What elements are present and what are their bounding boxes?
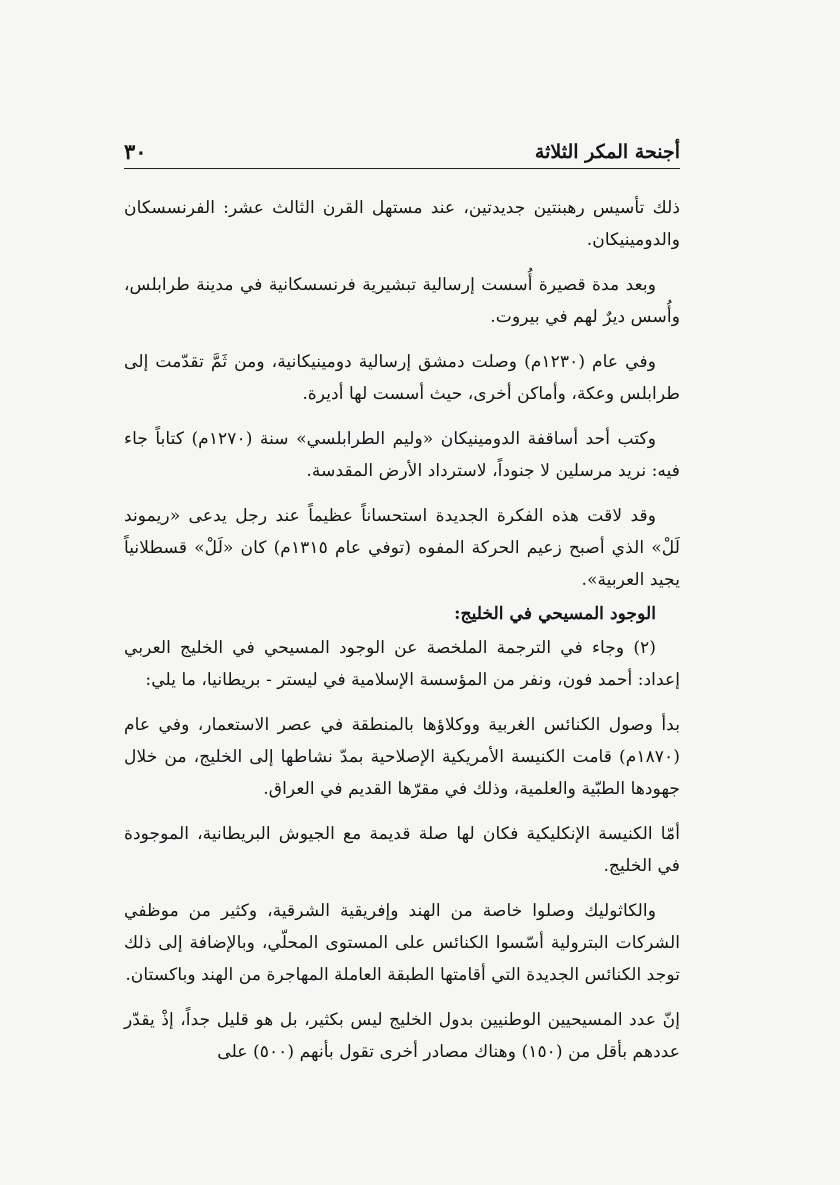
section-heading: الوجود المسيحي في الخليج: xyxy=(454,604,656,624)
quoted-paragraph: أمّا الكنيسة الإنكليكية فكان لها صلة قديمة مع الجيوش البريطانية، الموجودة في الخليج. xyxy=(124,824,680,876)
quoted-paragraph: بدأ وصول الكنائس الغربية ووكلاؤها بالمنطقة في عصر الاستعمار، وفي عام (١٨٧٠م) قامت الكنيسة الأمريكية الإصلاحية بمدّ نشاطها إلى الخليج، من خلال جهودها الطبّية والعلمية، وذلك في مقرّها القديم في العراق. xyxy=(124,715,680,799)
quoted-paragraph: إنّ عدد المسيحيين الوطنيين بدول الخليج ليس بكثير، بل هو قليل جداً، إذْ يقدّر عددهم بأقل من (١٥٠) وهناك مصادر أخرى تقول بأنهم (٥٠٠) على xyxy=(124,1010,680,1062)
paragraph: وقد لاقت هذه الفكرة الجديدة استحساناً عظيماً عند رجل يدعى «ريموند لَلْ» الذي أصبح زعيم الحركة المفوه (توفي عام ١٣١٥م) كان «لَلْ» قسطلانياً يجيد العربية». xyxy=(124,506,680,590)
paragraph: وبعد مدة قصيرة أُسست إرسالية تبشيرية فرنسسكانية في مدينة طرابلس، وأُسس ديرٌ لهم في بيروت. xyxy=(124,275,680,327)
book-title: أجنحة المكر الثلاثة xyxy=(534,141,680,163)
quoted-paragraph: والكاثوليك وصلوا خاصة من الهند وإفريقية الشرقية، وكثير من موظفي الشركات البترولية أسّسوا الكنائس على المستوى المحلّي، وبالإضافة إلى ذلك توجد الكنائس الجديدة التي أقامتها الطبقة العاملة المهاجرة من الهند وباكستان. xyxy=(124,901,680,985)
paragraph: وفي عام (١٢٣٠م) وصلت دمشق إرسالية دومينيكانية، ومن ثَمَّ تقدّمت إلى طرابلس وعكة، وأماكن أخرى، حيث أسست لها أديرة. xyxy=(124,352,680,404)
paragraph-continued: ذلك تأسيس رهبنتين جديدتين، عند مستهل القرن الثالث عشر: الفرنسسكان والدومينيكان. xyxy=(124,198,680,250)
paragraph: وكتب أحد أساقفة الدومينيكان «وليم الطرابلسي» سنة (١٢٧٠م) كتاباً جاء فيه: نريد مرسلين لا جنوداً، لاسترداد الأرض المقدسة. xyxy=(124,429,680,481)
running-header xyxy=(124,138,680,169)
page-body xyxy=(124,192,680,1081)
footnote-paragraph: (٢) وجاء في الترجمة الملخصة عن الوجود المسيحي في الخليج العربي إعداد: أحمد فون، ونفر من المؤسسة الإسلامية في ليستر - بريطانيا، ما يلي: xyxy=(124,638,680,690)
page-number: ٣٠ xyxy=(124,139,147,164)
